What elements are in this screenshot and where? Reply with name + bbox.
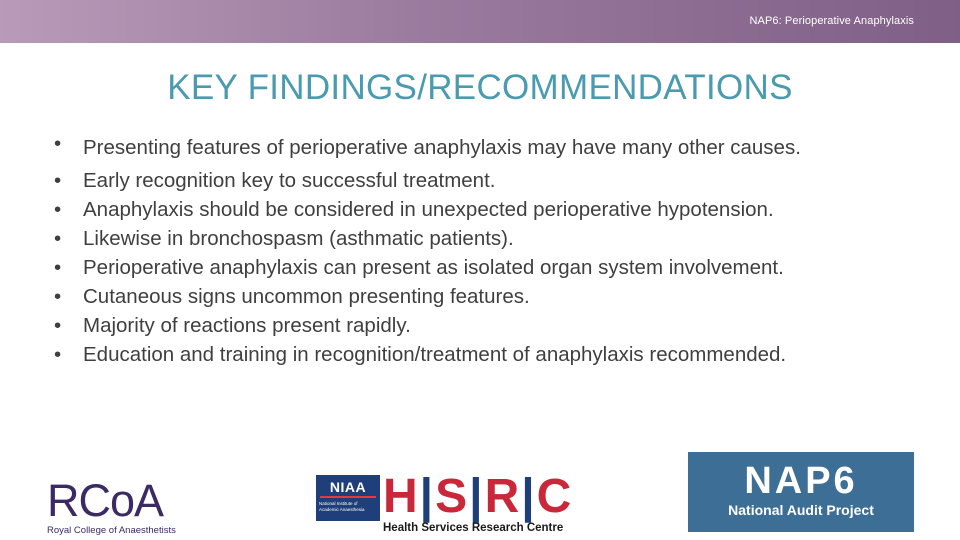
header-bar: [0, 0, 960, 43]
bullet-icon: •: [54, 314, 62, 337]
finding-item: [52, 311, 932, 340]
nap6-logo: [688, 452, 914, 532]
nap6-subtitle: National Audit Project: [728, 502, 874, 518]
finding-item: [52, 253, 932, 282]
finding-text: Presenting features of perioperative anaphylaxis may have many other causes.: [83, 136, 801, 159]
finding-text: Likewise in bronchospasm (asthmatic patients).: [83, 227, 514, 250]
finding-text: Early recognition key to successful treatment.: [83, 169, 496, 192]
rcoa-logo: [47, 475, 207, 538]
rcoa-subtitle: Royal College of Anaesthetists: [47, 525, 176, 536]
niaa-name: NIAA: [329, 479, 367, 495]
hsrc-separator: |: [419, 470, 436, 523]
finding-text: Anaphylaxis should be considered in unexpected perioperative hypotension.: [83, 198, 774, 221]
bullet-icon: •: [54, 227, 62, 250]
finding-item: [52, 340, 932, 369]
finding-text: Perioperative anaphylaxis can present as isolated organ system involvement.: [83, 256, 784, 279]
hsrc-separator: |: [521, 470, 537, 523]
finding-text: Education and training in recognition/treatment of anaphylaxis recommended.: [83, 343, 787, 366]
niaa-logo: [316, 475, 380, 521]
bullet-icon: •: [54, 132, 62, 155]
bullet-icon: •: [54, 169, 62, 192]
findings-list: [52, 133, 932, 369]
bullet-icon: •: [54, 256, 62, 279]
finding-text: Majority of reactions present rapidly.: [83, 314, 411, 337]
finding-item: [52, 224, 932, 253]
finding-item: [52, 195, 932, 224]
finding-item: [52, 133, 932, 158]
hsrc-logo: [383, 470, 574, 537]
hsrc-letter: R: [484, 470, 522, 523]
hsrc-subtitle: Health Services Research Centre: [383, 522, 564, 534]
finding-text: Cutaneous signs uncommon presenting features.: [83, 285, 530, 308]
slide-title: KEY FINDINGS/RECOMMENDATIONS: [167, 68, 793, 107]
hsrc-letter: S: [435, 470, 470, 523]
bullet-icon: •: [54, 198, 62, 221]
hsrc-letter: H: [383, 470, 420, 523]
hsrc-letters: [383, 470, 574, 523]
nap6-title: NAP6: [744, 460, 858, 502]
niaa-small-text: National Institute of Academic Anaesthesia: [319, 501, 365, 512]
header-title: NAP6: Perioperative Anaphylaxis: [749, 15, 914, 27]
bullet-icon: •: [54, 285, 62, 308]
niaa-divider: [320, 496, 376, 498]
rcoa-mark: RCoA: [47, 475, 164, 526]
bullet-icon: •: [54, 343, 62, 366]
hsrc-letter: C: [536, 470, 574, 523]
hsrc-separator: |: [469, 470, 485, 523]
finding-item: [52, 166, 932, 195]
finding-item: [52, 282, 932, 311]
